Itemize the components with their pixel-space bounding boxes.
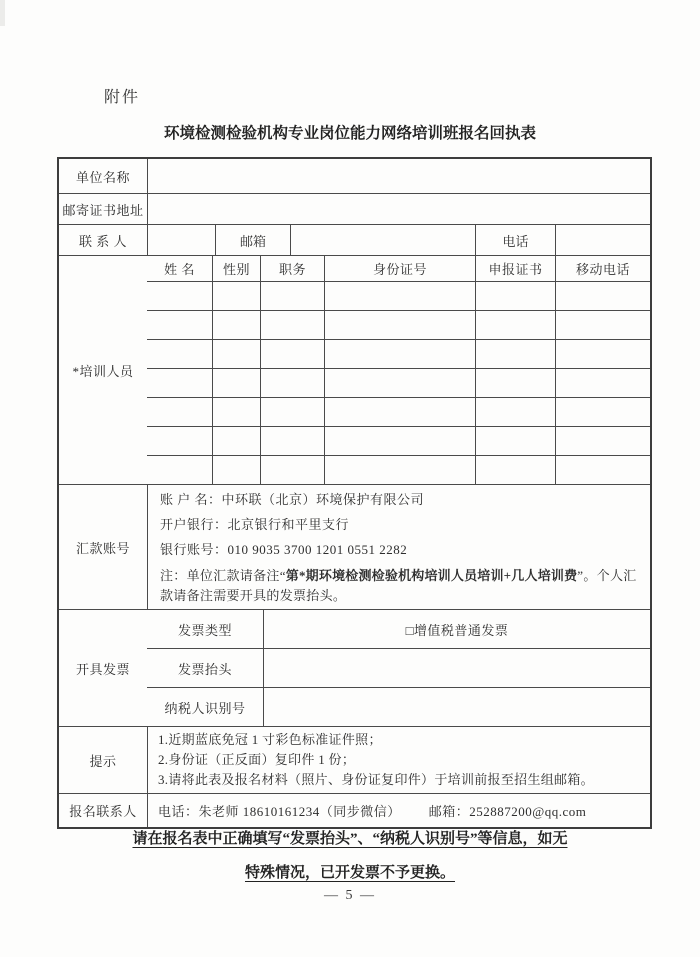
tip-item-2: 2.身份证（正反面）复印件 1 份； xyxy=(158,752,356,767)
trainee-input-cell xyxy=(475,427,555,455)
contact-phone-label: 电话 xyxy=(475,225,555,255)
trainee-input-cell xyxy=(475,398,555,426)
tips-row xyxy=(59,726,650,793)
trainee-input-cell xyxy=(555,369,650,397)
invoice-subtable xyxy=(147,610,650,726)
remittance-row xyxy=(59,484,650,609)
trainee-input-cell xyxy=(555,456,650,484)
remittance-content xyxy=(147,485,650,609)
tip-item-1: 1.近期蓝底免冠 1 寸彩色标准证件照； xyxy=(158,732,382,747)
trainee-input-cell xyxy=(555,311,650,339)
page-number: — 5 — xyxy=(324,888,376,903)
contact-name-field xyxy=(147,225,215,255)
contact-label: 联 系 人 xyxy=(78,233,127,249)
trainee-input-cell xyxy=(147,398,212,426)
trainee-row xyxy=(147,281,650,310)
footer-notice-line2: 特殊情况，已开发票不予更换。 xyxy=(244,865,455,881)
scan-edge-artifact xyxy=(0,0,5,26)
trainee-input-cell xyxy=(475,456,555,484)
unit-name-row xyxy=(59,159,650,193)
registration-form-table xyxy=(57,157,652,829)
trainee-input-cell xyxy=(147,340,212,368)
trainees-header-row xyxy=(147,256,650,281)
taxpayer-id-field xyxy=(263,688,650,726)
trainees-label: *培训人员 xyxy=(72,363,134,379)
attachment-label: 附件 xyxy=(104,89,141,106)
trainees-subtable xyxy=(147,256,650,484)
invoice-type-value: □增值税普通发票 xyxy=(263,610,650,648)
trainee-input-cell xyxy=(260,427,324,455)
contact-row xyxy=(59,224,650,255)
trainee-input-cell xyxy=(475,369,555,397)
trainee-input-cell xyxy=(324,369,475,397)
mail-address-row xyxy=(59,193,650,224)
trainee-input-cell xyxy=(260,369,324,397)
invoice-row xyxy=(59,609,650,726)
col-header-duty: 职务 xyxy=(260,256,324,281)
trainee-row xyxy=(147,455,650,484)
trainee-row xyxy=(147,310,650,339)
col-header-cert: 申报证书 xyxy=(475,256,555,281)
remit-note: 注：单位汇款请备注“第*期环境检测检验机构培训人员培训+几人培训费”。个人汇款请备注需要开具的发票抬头。 xyxy=(160,568,637,603)
trainee-input-cell xyxy=(212,398,260,426)
invoice-title-label: 发票抬头 xyxy=(177,661,232,677)
col-header-mobile: 移动电话 xyxy=(555,256,650,281)
trainee-input-cell xyxy=(212,282,260,310)
trainee-input-cell xyxy=(324,282,475,310)
remittance-label: 汇款账号 xyxy=(75,540,130,556)
invoice-title-row xyxy=(147,648,650,687)
invoice-type-row xyxy=(147,610,650,648)
trainee-input-cell xyxy=(555,427,650,455)
trainee-input-cell xyxy=(260,456,324,484)
reg-contact-email: 邮箱：252887200@qq.com xyxy=(428,804,587,819)
trainee-row xyxy=(147,397,650,426)
trainee-input-cell xyxy=(555,282,650,310)
trainee-input-cell xyxy=(260,340,324,368)
invoice-label: 开具发票 xyxy=(75,661,130,677)
trainee-input-cell xyxy=(555,340,650,368)
trainees-row xyxy=(59,255,650,484)
mail-address-label: 邮寄证书地址 xyxy=(62,202,144,218)
trainee-input-cell xyxy=(212,369,260,397)
form-title: 环境检测检验机构专业岗位能力网络培训班报名回执表 xyxy=(163,125,536,142)
invoice-type-label: 发票类型 xyxy=(177,622,232,638)
remit-account-name: 账 户 名：中环联（北京）环境保护有限公司 xyxy=(160,492,425,507)
trainee-input-cell xyxy=(260,282,324,310)
reg-contact-label: 报名联系人 xyxy=(69,804,137,819)
trainee-input-cell xyxy=(212,340,260,368)
col-header-gender: 性别 xyxy=(212,256,260,281)
footer-notice-line1: 请在报名表中正确填写“发票抬头”、“纳税人识别号”等信息，如无 xyxy=(132,831,568,847)
contact-email-label: 邮箱 xyxy=(215,225,290,255)
tips-content xyxy=(147,727,650,793)
trainee-input-cell xyxy=(475,282,555,310)
trainee-input-cell xyxy=(324,340,475,368)
trainee-input-cell xyxy=(324,398,475,426)
col-header-id: 身份证号 xyxy=(324,256,475,281)
unit-name-field xyxy=(147,159,650,193)
trainee-input-cell xyxy=(147,282,212,310)
footer-notice xyxy=(0,822,700,890)
trainee-input-cell xyxy=(212,311,260,339)
remit-bank: 开户银行：北京银行和平里支行 xyxy=(160,517,350,532)
trainee-input-cell xyxy=(147,427,212,455)
trainee-input-cell xyxy=(324,427,475,455)
trainee-input-cell xyxy=(475,311,555,339)
col-header-name: 姓 名 xyxy=(164,262,195,277)
tip-item-3: 3.请将此表及报名材料（照片、身份证复印件）于培训前报至招生组邮箱。 xyxy=(158,772,594,787)
trainee-input-cell xyxy=(324,456,475,484)
trainee-input-cell xyxy=(475,340,555,368)
trainee-input-cell xyxy=(555,398,650,426)
trainee-input-cell xyxy=(260,311,324,339)
trainee-input-cell xyxy=(147,456,212,484)
trainee-row xyxy=(147,426,650,455)
contact-phone-field xyxy=(555,225,650,255)
trainee-input-cell xyxy=(212,456,260,484)
tips-label: 提示 xyxy=(89,753,117,769)
remit-account-no: 银行账号：010 9035 3700 1201 0551 2282 xyxy=(160,542,408,557)
trainee-input-cell xyxy=(212,427,260,455)
trainee-row xyxy=(147,368,650,397)
taxpayer-id-row xyxy=(147,687,650,726)
reg-contact-phone: 电话：朱老师 18610161234（同步微信） xyxy=(158,804,401,819)
trainee-input-cell xyxy=(324,311,475,339)
trainee-input-cell xyxy=(147,369,212,397)
trainee-input-cell xyxy=(260,398,324,426)
taxpayer-id-label: 纳税人识别号 xyxy=(164,700,246,716)
invoice-title-field xyxy=(263,649,650,687)
unit-name-label: 单位名称 xyxy=(75,169,130,185)
contact-email-field xyxy=(290,225,475,255)
trainee-input-cell xyxy=(147,311,212,339)
mail-address-field xyxy=(147,194,650,224)
trainee-empty-rows xyxy=(147,281,650,484)
trainee-row xyxy=(147,339,650,368)
